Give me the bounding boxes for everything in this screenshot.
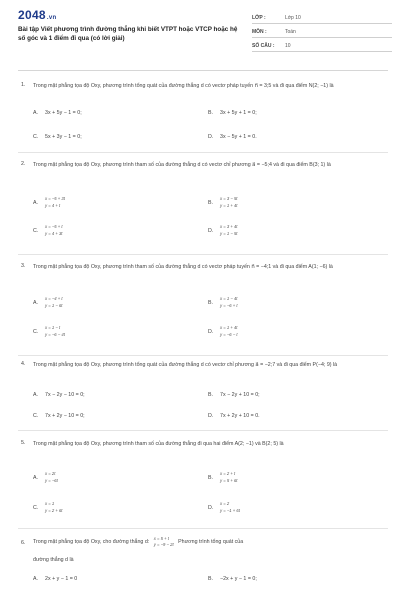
meta-class-label: LỚP : bbox=[252, 15, 266, 21]
logo-text: 2048 bbox=[18, 8, 46, 22]
question-6: 6. Trong mặt phẳng tọa độ Oxy, cho đường thẳng d: x = 5 + t y = −9 − 2t Phương trình tổng quát của đường thẳng d là A. 2x + y − 1 = 0 B. −2x + y − 1 = 0; bbox=[18, 536, 388, 598]
meta-subject-label: MÔN : bbox=[252, 29, 267, 35]
question-divider bbox=[18, 528, 388, 529]
header-divider bbox=[18, 70, 388, 71]
parametric-system: x = −5 + 3t y = 4 + t bbox=[45, 196, 65, 208]
question-number: 4. bbox=[21, 361, 26, 367]
question-number: 5. bbox=[21, 440, 26, 446]
page-title: Bài tập Viết phương trình đường thẳng khi biết VTPT hoặc VTCP hoặc hệ số góc và 1 điểm đi qua (có lời giải) bbox=[18, 26, 238, 42]
logo-suffix: .vn bbox=[46, 15, 57, 21]
parametric-system: x = 2 + t y = 5 + 6t bbox=[220, 471, 238, 483]
question-stem: Trong mặt phẳng tọa độ Oxy, phương trình tham số của đường thẳng đi qua hai điểm A(2; −1) và B(2; 5) là bbox=[33, 441, 284, 447]
question-stem: Trong mặt phẳng tọa độ Oxy, phương trình tham số của đường thẳng d có vectơ pháp tuyến n⃗ = −4;1 và đi qua điểm A(1; −6) là bbox=[33, 264, 333, 270]
question-number: 2. bbox=[21, 161, 26, 167]
document-header bbox=[0, 0, 400, 66]
question-1: 1. Trong mặt phẳng tọa độ Oxy, phương trình tổng quát của đường thẳng d có vectơ pháp tuyến n⃗ = 3;5 và đi qua điểm N(2; −1) là A. 3x + 5y − 1 = 0; B. 3x + 5y + 1 = 0; C. 5x + 3y − 1 = 0; D. 3x − 5y + 1 = 0. bbox=[18, 82, 388, 150]
parametric-system: x = 1 − 4t y = −6 + t bbox=[220, 296, 238, 308]
question-stem-continued: đường thẳng d là bbox=[33, 557, 74, 563]
meta-count-label: SỐ CÂU : bbox=[252, 43, 275, 49]
meta-subject-value: Toán bbox=[285, 29, 296, 35]
parametric-system: x = 1 y = 2 + 6t bbox=[45, 501, 63, 513]
parametric-system: x = 1 + 4t y = −6 − t bbox=[220, 325, 238, 337]
question-5: 5. Trong mặt phẳng tọa độ Oxy, phương trình tham số của đường thẳng đi qua hai điểm A(2; −1) và B(2; 5) là A. x = 2t y = −6t B. x = 2 + t y = 5 + 6t C. x = 1 y = 2 + 6t D. x = 2 y = −1 + 6t bbox=[18, 440, 388, 530]
question-3: 3. Trong mặt phẳng tọa độ Oxy, phương trình tham số của đường thẳng d có vectơ pháp tuyến n⃗ = −4;1 và đi qua điểm A(1; −6) là A. x = −4 + t y = 1 − 6t B. x = 1 − 4t y = −6 + t C. x = 1 − t y = −6 − 4t D. x = 1 + 4t y = −6 − t bbox=[18, 263, 388, 353]
parametric-system: x = 1 − t y = −6 − 4t bbox=[45, 325, 65, 337]
question-stem: Trong mặt phẳng tọa độ Oxy, phương trình tổng quát của đường thẳng d có vectơ chỉ phương a⃗ = −2;7 và đi qua điểm P(−4; 9) là bbox=[33, 362, 338, 368]
parametric-system: x = 2 y = −1 + 6t bbox=[220, 501, 240, 513]
meta-count bbox=[252, 41, 392, 52]
meta-class bbox=[252, 13, 392, 24]
parametric-system: x = 3 − 5t y = 1 + 4t bbox=[220, 196, 238, 208]
question-divider bbox=[18, 355, 388, 356]
question-2: 2. Trong mặt phẳng tọa độ Oxy, phương trình tham số của đường thẳng d có vectơ chỉ phương a⃗ = −5;4 và đi qua điểm B(3; 1) là A. x = −5 + 3t y = 4 + t B. x = 3 − 5t y = 1 + 4t C. x = −5 + t y = 4 + 3t D. x = 3 + 4t y = 1 − 5t bbox=[18, 161, 388, 251]
meta-count-value: 10 bbox=[285, 43, 291, 49]
meta-class-value: Lớp 10 bbox=[285, 15, 301, 21]
question-divider bbox=[18, 152, 388, 153]
parametric-system: x = 5 + t y = −9 − 2t bbox=[153, 536, 174, 547]
site-logo[interactable] bbox=[18, 8, 56, 22]
question-number: 3. bbox=[21, 263, 26, 269]
question-number: 6. bbox=[21, 540, 26, 546]
meta-subject bbox=[252, 27, 392, 38]
parametric-system: x = −4 + t y = 1 − 6t bbox=[45, 296, 63, 308]
question-stem: Trong mặt phẳng tọa độ Oxy, phương trình tham số của đường thẳng d có vectơ chỉ phương a⃗ = −5;4 và đi qua điểm B(3; 1) là bbox=[33, 162, 331, 168]
question-divider bbox=[18, 254, 388, 255]
parametric-system: x = −5 + t y = 4 + 3t bbox=[45, 224, 63, 236]
question-number: 1. bbox=[21, 82, 26, 88]
question-stem: Trong mặt phẳng tọa độ Oxy, cho đường thẳng d: x = 5 + t y = −9 − 2t Phương trình tổng quát của bbox=[33, 536, 244, 547]
parametric-system: x = 3 + 4t y = 1 − 5t bbox=[220, 224, 238, 236]
parametric-system: x = 2t y = −6t bbox=[45, 471, 58, 483]
question-4: 4. Trong mặt phẳng tọa độ Oxy, phương trình tổng quát của đường thẳng d có vectơ chỉ phương a⃗ = −2;7 và đi qua điểm P(−4; 9) là A. 7x − 2y − 10 = 0; B. 7x − 2y + 10 = 0; C. 7x + 2y − 10 = 0; D. 7x + 2y + 10 = 0. bbox=[18, 361, 388, 429]
question-divider bbox=[18, 430, 388, 431]
question-stem: Trong mặt phẳng tọa độ Oxy, phương trình tổng quát của đường thẳng d có vectơ pháp tuyến n⃗ = 3;5 và đi qua điểm N(2; −1) là bbox=[33, 83, 334, 89]
